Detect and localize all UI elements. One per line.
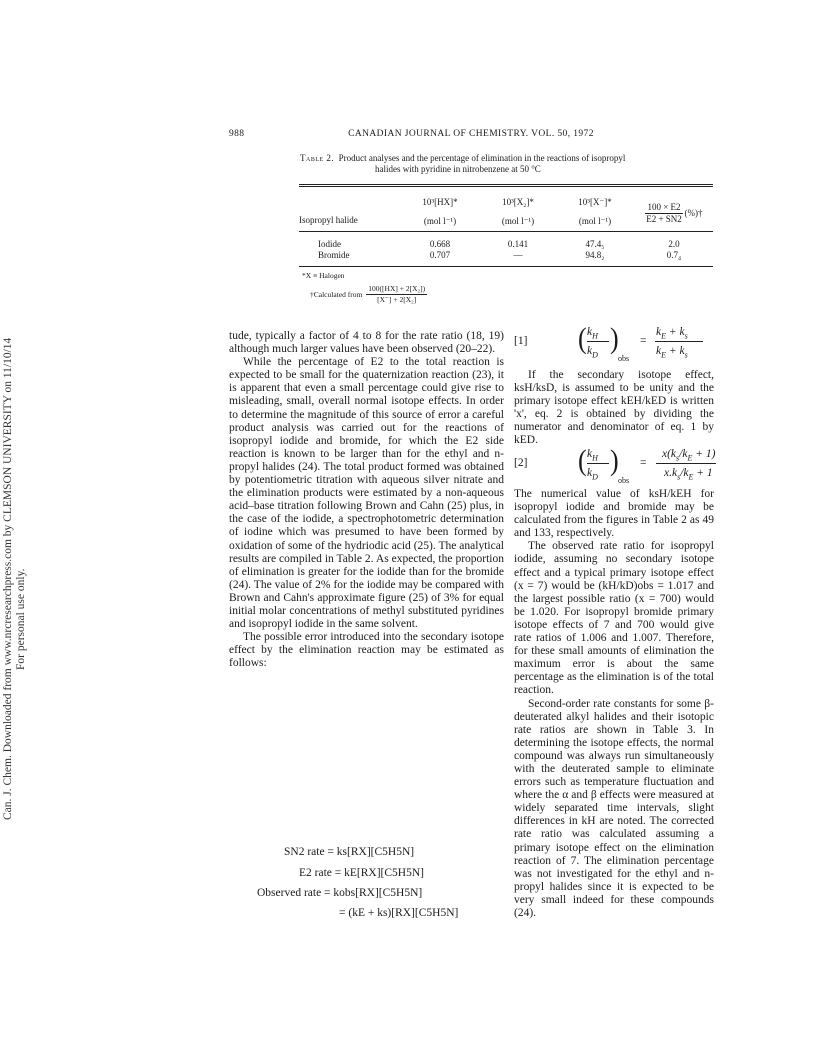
paragraph: tude, typically a factor of 4 to 8 for the rate ratio (18, 19) although much larger values have been observed (20–22). — [229, 330, 504, 356]
equation-sn2-rate: SN2 rate = ks[RX][C5H5N] — [284, 846, 415, 858]
table-bottom-rule — [299, 266, 713, 267]
eq1-obs: obs — [618, 354, 630, 363]
table-top-rule-2 — [299, 186, 713, 187]
col-header-xminus-unit: (mol l⁻¹) — [578, 216, 612, 226]
right-column-p1 — [514, 369, 714, 448]
download-watermark — [2, 260, 28, 820]
table-caption — [300, 153, 712, 175]
col-header-xminus — [560, 197, 630, 227]
col-header-x2-unit: (mol l⁻¹) — [501, 216, 535, 226]
eq2-left-paren: ( — [578, 443, 587, 478]
equation-observed-rate-2: = (kE + ks)[RX][C5H5N] — [339, 907, 459, 919]
footnote-2-prefix: †Calculated from — [310, 289, 363, 299]
eq2-denominator: $x.k_s/k_E + 1$ — [664, 467, 713, 482]
eq2-numerator: $x(k_s/k_E + 1)$ — [662, 448, 716, 463]
page-number: 988 — [229, 129, 245, 139]
col-header-xminus-top: 10³[X⁻]* — [578, 197, 612, 207]
eq1-left-paren: ( — [578, 321, 587, 356]
percent-unit: (%)† — [684, 208, 703, 218]
percent-denominator: E2 + SN2 — [646, 214, 682, 224]
col-header-halide: Isopropyl halide — [299, 215, 358, 225]
eq2-kh: $k_H$ — [587, 448, 598, 463]
row-bromide-halide: Bromide — [318, 250, 350, 260]
row-bromide-percent: 0.7₄ — [666, 250, 682, 260]
footnote-2-numerator: 100([HX] + 2[X₂]) — [368, 284, 426, 293]
footnote-2-denominator: [X⁻] + 2[X₂] — [377, 295, 417, 304]
watermark-line-1: Can. J. Chem. Downloaded from www.nrcresearchpress.com by CLEMSON UNIVERSITY on 11/10/14 — [2, 337, 14, 820]
paragraph: The numerical value of ksH/kEH for isopropyl iodide and bromide may be calculated from the figures in Table 2 as 49 and 133, respectively. — [514, 488, 714, 540]
col-header-x2 — [483, 197, 553, 227]
col-header-hx-unit: (mol l⁻¹) — [423, 216, 457, 226]
eq2-right-paren: ) — [610, 443, 619, 478]
row-iodide-percent: 2.0 — [668, 239, 680, 249]
percent-numerator: 100 × E2 — [647, 202, 681, 212]
eq2-kd: $k_D$ — [587, 467, 598, 482]
caption-line-2: halides with pyridine in nitrobenzene at 50 °C — [375, 164, 541, 174]
caption-line-1: Product analyses and the percentage of elimination in the reactions of isopropyl — [338, 153, 626, 163]
table-footnote-2 — [310, 284, 427, 305]
left-column — [229, 330, 504, 670]
right-column — [514, 488, 714, 920]
eq1-numerator: $k_E + k_s$ — [656, 326, 688, 341]
equation-1-label: [1] — [514, 335, 528, 347]
eq1-kh: $k_H$ — [587, 326, 598, 341]
eq1-equals: = — [640, 335, 647, 347]
eq1-right-paren: ) — [610, 321, 619, 356]
row-bromide-hx: 0.707 — [429, 250, 451, 260]
equation-observed-rate: Observed rate = kobs[RX][C5H5N] — [257, 887, 423, 899]
equation-2-label: [2] — [514, 457, 528, 469]
col-header-hx — [405, 197, 475, 227]
eq1-denominator: $k_E + k_s$ — [656, 345, 688, 360]
row-bromide-x2: — — [513, 250, 523, 260]
journal-title: CANADIAN JOURNAL OF CHEMISTRY. VOL. 50, 1972 — [348, 129, 594, 139]
table-label: Table 2. — [300, 153, 335, 163]
eq1-kd: $k_D$ — [587, 345, 598, 360]
row-iodide-x2: 0.141 — [507, 239, 529, 249]
row-bromide-xminus: 94.8₂ — [585, 250, 605, 260]
paragraph: If the secondary isotope effect, ksH/ksD, is assumed to be unity and the primary isotope effect kEH/kED is written 'x', eq. 2 is obtained by dividing the numerator and denominator of eq. 1 by kED. — [514, 369, 714, 447]
eq2-frac-line-lhs — [587, 463, 609, 464]
paragraph: The observed rate ratio for isopropyl iodide, assuming no secondary isotope effect and a typical primary isotope effect (x = 7) would be (kH/kD)obs = 1.017 and the largest possible ratio (x = 700) would be 1.020. For isopropyl bromide primary isotope effects of 7 and 700 would give rate ratios of 1.006 and 1.007. Therefore, for these small amounts of elimination the maximum error is about the same percentage as the elimination is of the total reaction. — [514, 540, 714, 697]
table-top-rule — [299, 184, 713, 185]
eq1-frac-line-rhs — [655, 341, 703, 342]
col-header-percent — [630, 202, 718, 225]
paragraph: The possible error introduced into the secondary isotope effect by the elimination reaction may be estimated as follows: — [229, 631, 504, 670]
eq1-frac-line-lhs — [587, 341, 609, 342]
col-header-hx-top: 10³[HX]* — [422, 197, 458, 207]
eq2-equals: = — [640, 457, 647, 469]
row-iodide-xminus: 47.4₅ — [585, 239, 605, 249]
eq2-obs: obs — [618, 476, 630, 485]
paragraph: Second-order rate constants for some β-deuterated alkyl halides and their isotopic rate ratios are shown in Table 3. In determining the isotope effects, the normal compound was always run simultaneously with the deuterated sample to eliminate errors such as temperature fluctuation and where the α and β effects were measured at widely separated time intervals, slight differences in kH are noted. The corrected rate ratio was calculated assuming a primary isotope effect on the elimination reaction of 7. The elimination percentage was not investigated for the ethyl and n-propyl halides since it is expected to be very small indeed for these compounds (24). — [514, 697, 714, 919]
col-header-x2-top: 10³[X₂]* — [502, 197, 534, 207]
row-iodide-halide: Iodide — [318, 239, 341, 249]
equation-e2-rate: E2 rate = kE[RX][C5H5N] — [299, 867, 424, 879]
table-footnote-1: *X ≡ Halogen — [302, 271, 345, 280]
eq2-frac-line-rhs — [656, 463, 716, 464]
row-iodide-hx: 0.668 — [429, 239, 451, 249]
table-header-rule — [299, 231, 713, 232]
paragraph: While the percentage of E2 to the total reaction is expected to be small for the quaternization reaction (23), it is apparent that even a small percentage could give rise to misleading, small, overall normal isotope effects. In order to determine the magnitude of this source of error a careful product analysis was carried out for the reactions of isopropyl iodide and bromide, for which the E2 side reaction is known to be larger than for the ethyl and n-propyl halides (24). The total product formed was obtained by potentiometric titration with aqueous silver nitrate and the elimination products were estimated by a non-aqueous acid–base titration following Brown and Cahn (25) plus, in the case of the iodide, a spectrophotometric determination of iodine which was presumed to have been formed by oxidation of some of the hydriodic acid (25). The analytical results are compiled in Table 2. As expected, the proportion of elimination is greater for the iodide than for the bromide (24). The value of 2% for the iodide may be compared with Brown and Cahn's approximate figure (25) of 3% for equal initial molar concentrations of methyl substituted pyridines and isopropyl iodide in the same solvent. — [229, 356, 504, 631]
watermark-line-2: For personal use only. — [15, 568, 27, 670]
